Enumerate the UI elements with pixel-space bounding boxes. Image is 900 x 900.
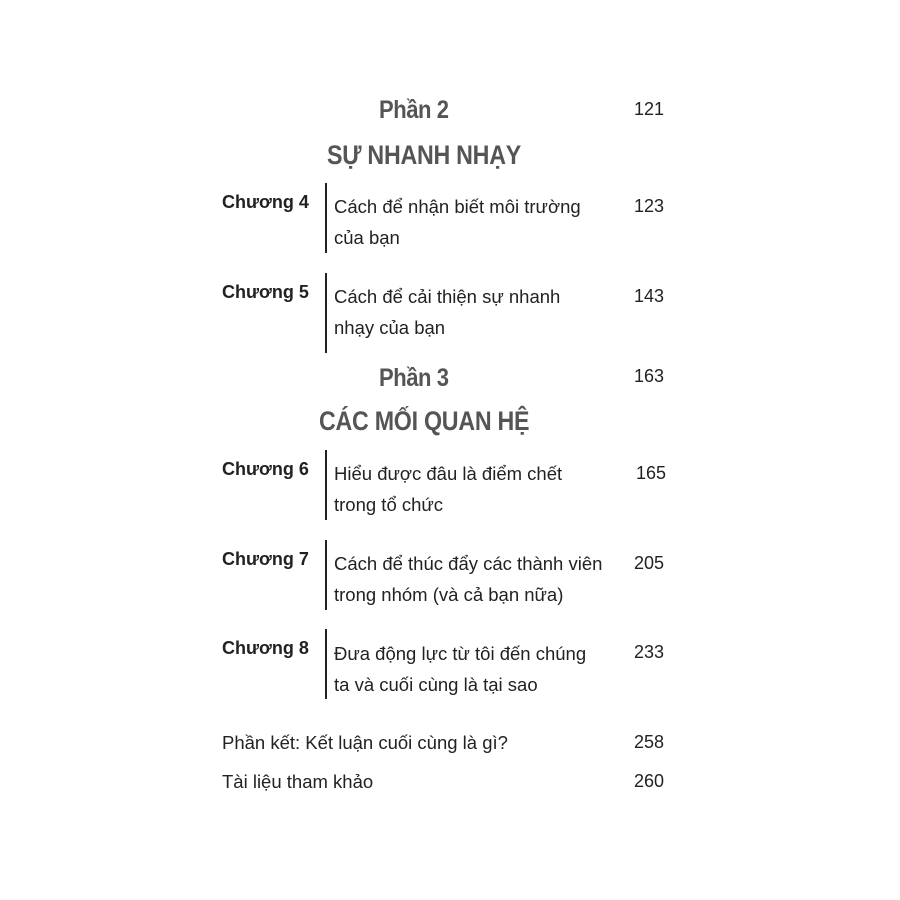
part-page-number: 163 <box>634 366 665 386</box>
chapter-divider <box>325 273 327 353</box>
part-title: CÁC MỐI QUAN HỆ <box>319 406 530 436</box>
chapter-label: Chương 6 <box>222 459 309 479</box>
chapter-label: Chương 7 <box>222 549 309 569</box>
closing-entry-page-number: 260 <box>634 771 665 791</box>
chapter-label: Chương 4 <box>222 192 309 212</box>
part-title: SỰ NHANH NHẠY <box>327 140 521 170</box>
chapter-divider <box>325 629 327 699</box>
chapter-page-number: 205 <box>634 553 665 573</box>
chapter-page-number: 123 <box>634 196 665 216</box>
chapter-divider <box>325 540 327 610</box>
chapter-title: Hiểu được đâu là điểm chết trong tổ chức <box>334 463 563 515</box>
chapter-title: Cách để thúc đẩy các thành viên trong nhóm (và cả bạn nữa) <box>334 553 603 605</box>
chapter-page-number: 143 <box>634 286 665 306</box>
chapter-page-number: 233 <box>634 642 665 662</box>
chapter-title: Đưa động lực từ tôi đến chúng ta và cuối cùng là tại sao <box>334 643 587 695</box>
chapter-title: Cách để nhận biết môi trường của bạn <box>334 196 581 248</box>
closing-entry-title: Tài liệu tham khảo <box>222 771 374 792</box>
chapter-page-number: 165 <box>636 463 667 483</box>
closing-entry-title: Phần kết: Kết luận cuối cùng là gì? <box>222 732 508 753</box>
closing-entry-page-number: 258 <box>634 732 665 752</box>
part-page-number: 121 <box>634 99 665 119</box>
chapter-label: Chương 5 <box>222 282 309 302</box>
chapter-title: Cách để cải thiện sự nhanh nhạy của bạn <box>334 286 561 338</box>
chapter-divider <box>325 450 327 520</box>
chapter-divider <box>325 183 327 253</box>
chapter-label: Chương 8 <box>222 638 309 658</box>
part-label: Phần 2 <box>379 96 449 124</box>
part-label: Phần 3 <box>379 364 449 392</box>
